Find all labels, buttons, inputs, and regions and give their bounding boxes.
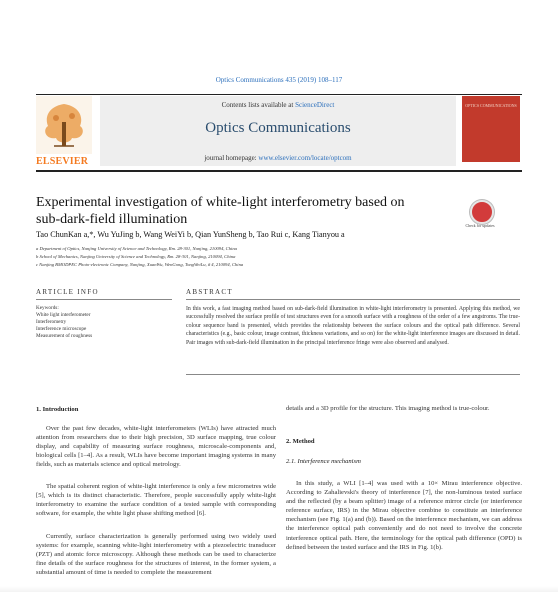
right-column-continuation: details and a 3D profile for the structure. This imaging method is true-colour. bbox=[286, 405, 490, 412]
header-bottom-rule bbox=[36, 170, 522, 172]
publisher-name: ELSEVIER bbox=[36, 156, 89, 167]
keywords-label: Keywords: bbox=[36, 305, 59, 311]
interference-mechanism-subheading: 2.1. Interference mechanism bbox=[286, 458, 361, 465]
homepage-line bbox=[100, 154, 456, 162]
journal-title: Optics Communications bbox=[205, 120, 351, 136]
cover-title: OPTICS COMMUNICATIONS bbox=[465, 103, 517, 108]
crossmark-icon[interactable] bbox=[470, 200, 494, 224]
paper-title bbox=[36, 194, 436, 228]
page-bottom-edge bbox=[0, 586, 558, 592]
abstract-rule bbox=[186, 299, 520, 300]
intro-paragraph-3: Currently, surface characterization is generally performed using two widely used systems: for example, scanning white-light interferometry with a piezoelectric transducer (PZT) and atomic force microscopy. Although these methods can be used to characterize fine details of the surface roughness for the structures of interest, in the former system, a substantial amount of time is needed to complete the measurement bbox=[36, 533, 276, 577]
contents-line bbox=[100, 101, 456, 109]
keyword-item: Interference microscope bbox=[36, 326, 87, 332]
author-list: Tao ChunKan a,*, Wu YuJing b, Wang WeiYi b, Qian YunSheng b, Tao Rui c, Kang Tianyou a bbox=[36, 230, 345, 239]
crossmark-label[interactable]: Check for updates bbox=[465, 223, 495, 228]
paper-title-line-1: Experimental investigation of white-light interferometry based on bbox=[36, 195, 405, 210]
keyword-item: White light interferometer bbox=[36, 312, 91, 318]
abstract-bottom-rule bbox=[186, 374, 520, 375]
article-info-heading: ARTICLE INFO bbox=[36, 288, 99, 296]
intro-paragraph-1: Over the past few decades, white-light interferometers (WLIs) have attracted much attention from researchers due to their high precision, 3D surface mapping, true colour display, and capability of measuring surface roughness, microscale-components and, biological cells [1–4]. As a result, WLIs have become important imaging systems in many fields, such as materials science and optical metrology. bbox=[36, 425, 276, 469]
paper-title-line-2: sub-dark-field illumination bbox=[36, 212, 188, 227]
keyword-item: Measurement of roughness bbox=[36, 333, 93, 339]
affiliation-a: a Department of Optics, Nanjing University of Science and Technology, Rm. 28-301, Nanjing, 210094, China bbox=[36, 246, 237, 251]
introduction-heading: 1. Introduction bbox=[36, 406, 79, 413]
elsevier-tree-logo bbox=[36, 96, 92, 162]
journal-reference[interactable]: Optics Communications 435 (2019) 108–117 bbox=[215, 76, 343, 84]
sciencedirect-link[interactable]: ScienceDirect bbox=[295, 101, 335, 109]
abstract-text: In this work, a fast imaging method based on sub-dark-field illumination in white-light interferometry is presented. Applying this method, we successfully resolved the surface profile of test structures even for a smooth surface with a roughness of the order of a few angstroms. The true-colour sequence band is presented, which provides the relationship between the surface colours and the optical path difference. Several characteristics (e.g., basic colour, image contrast, thickness variations, and so on) for the white-light interference images are discussed in detail. Pair images with sub-dark-field illumination in the principal interference fringe were also observed and analysed. bbox=[186, 306, 520, 346]
intro-paragraph-2: The spatial coherent region of white-light interference is only a few micrometres wide [5], which is its distinct characteristic. Therefore, people successfully apply white-light interferometry to examine the surface condition of a tested sample with corresponding software, for example, the white light phase shifting method [6]. bbox=[36, 483, 276, 518]
method-paragraph-1: In this study, a WLI [1–4] was used with a 10× Mirau interference objective. According to Zahalievski's theory of interference [7], the non-luminous tested surface and the reflected (by a beam splitter) image of a reference mirror circle (or interference reference surface, IRS) in the Mirau objective combine to constitute an interference mechanism (see Fig. 1(a) and (b)). Based on the interference mechanism, we can address the interference optical path conveniently and do not need to involve the concrete interference optical path. Here, the terminology for the optical path difference (OPD) is defined between the tested surface and the IRS in Fig. 1(b). bbox=[286, 480, 522, 551]
contents-prefix: Contents lists available at bbox=[221, 101, 296, 109]
method-heading: 2. Method bbox=[286, 438, 315, 445]
article-info-rule bbox=[36, 299, 172, 300]
header-top-rule bbox=[36, 94, 522, 95]
abstract-heading: ABSTRACT bbox=[186, 288, 233, 296]
keyword-item: Interferometry bbox=[36, 319, 67, 325]
homepage-prefix: journal homepage: bbox=[204, 154, 259, 162]
affiliation-c: c Nanjing BMODPEC Photo-electronic Company, Nanjing, XuanWu, WenGong, TongWeiLu, # 4, 210094, China bbox=[36, 262, 244, 267]
affiliation-b: b School of Mechanics, Nanjing University of Science and Technology, Rm. 28-301, Nanjing, 210094, China bbox=[36, 254, 236, 259]
journal-homepage-link[interactable]: www.elsevier.com/locate/optcom bbox=[258, 154, 352, 162]
